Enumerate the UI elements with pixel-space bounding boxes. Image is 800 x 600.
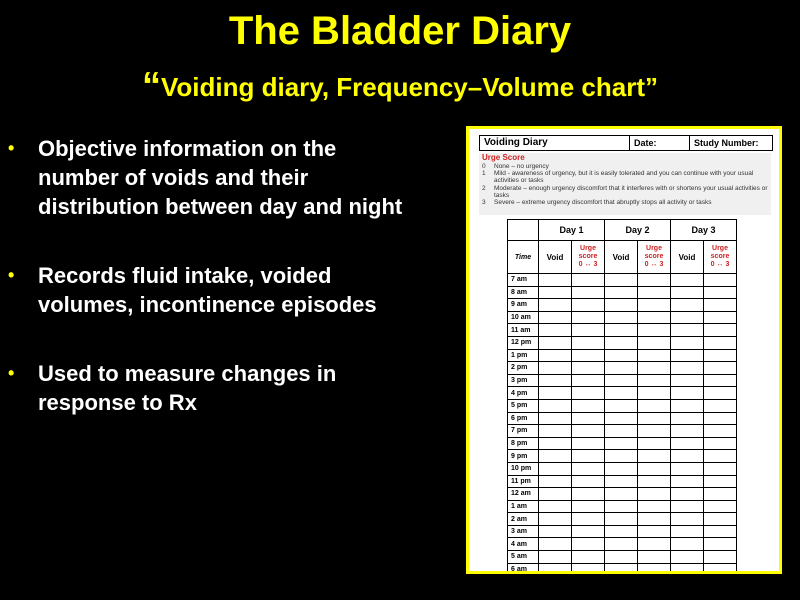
void-entry-cell	[539, 286, 572, 299]
time-column-header: Time	[508, 241, 539, 274]
urge-level-text: Mild - awareness of urgency, but it is easily tolerated and you can continue with your usual activities or tasks	[494, 170, 754, 185]
day-header: Day 3	[671, 220, 737, 241]
void-entry-cell	[539, 274, 572, 287]
urge-entry-cell	[572, 311, 605, 324]
bullet-text: Used to measure changes in response to Rx	[38, 361, 337, 415]
time-cell: 3 pm	[508, 374, 539, 387]
voiding-diary-image	[466, 126, 782, 574]
void-entry-cell	[605, 563, 638, 574]
urge-entry-cell	[638, 299, 671, 312]
urge-entry-cell	[638, 412, 671, 425]
urge-entry-cell	[572, 462, 605, 475]
time-cell: 1 am	[508, 500, 539, 513]
urge-entry-cell	[704, 462, 737, 475]
void-entry-cell	[539, 324, 572, 337]
void-entry-cell	[671, 299, 704, 312]
void-entry-cell	[605, 437, 638, 450]
subtitle-close-quote: ”	[645, 72, 658, 102]
urge-entry-cell	[572, 488, 605, 501]
urge-entry-cell	[572, 513, 605, 526]
void-entry-cell	[539, 387, 572, 400]
table-row	[508, 299, 737, 312]
urge-entry-cell	[572, 475, 605, 488]
urge-entry-cell	[638, 274, 671, 287]
bullet-icon: •	[8, 363, 15, 383]
time-cell: 5 am	[508, 551, 539, 564]
void-entry-cell	[539, 374, 572, 387]
void-entry-cell	[605, 274, 638, 287]
urge-entry-cell	[572, 525, 605, 538]
bullet-item	[8, 261, 418, 319]
void-entry-cell	[671, 387, 704, 400]
urge-entry-cell	[638, 387, 671, 400]
time-cell: 4 pm	[508, 387, 539, 400]
urge-entry-cell	[638, 286, 671, 299]
urge-entry-cell	[704, 500, 737, 513]
time-cell: 10 pm	[508, 462, 539, 475]
urge-level-text: Moderate – enough urgency discomfort that it interferes with or shortens your usual activities or tasks	[494, 184, 768, 199]
void-entry-cell	[539, 412, 572, 425]
urge-header-line: score	[578, 253, 598, 260]
void-entry-cell	[605, 488, 638, 501]
time-cell: 11 pm	[508, 475, 539, 488]
diary-grid	[507, 219, 737, 574]
void-entry-cell	[671, 324, 704, 337]
time-cell: 7 pm	[508, 425, 539, 438]
void-entry-cell	[539, 500, 572, 513]
urge-entry-cell	[638, 551, 671, 564]
time-cell: 5 pm	[508, 399, 539, 412]
slide-subtitle	[0, 64, 800, 109]
time-cell: 8 pm	[508, 437, 539, 450]
void-entry-cell	[671, 563, 704, 574]
void-column-header: Void	[539, 241, 572, 274]
urge-entry-cell	[572, 274, 605, 287]
table-row	[508, 513, 737, 526]
urge-level-text: Severe – extreme urgency discomfort that abruptly stops all activity or tasks	[494, 199, 712, 207]
urge-entry-cell	[638, 475, 671, 488]
table-row	[508, 475, 737, 488]
urge-entry-cell	[638, 462, 671, 475]
urge-level	[479, 163, 771, 170]
urge-entry-cell	[638, 399, 671, 412]
void-entry-cell	[671, 475, 704, 488]
urge-entry-cell	[704, 336, 737, 349]
table-row	[508, 551, 737, 564]
time-cell: 6 pm	[508, 412, 539, 425]
urge-entry-cell	[704, 450, 737, 463]
time-cell: 3 am	[508, 525, 539, 538]
void-entry-cell	[605, 475, 638, 488]
bullet-list	[8, 134, 418, 457]
void-entry-cell	[605, 311, 638, 324]
void-entry-cell	[671, 362, 704, 375]
urge-level	[479, 170, 771, 184]
urge-entry-cell	[572, 387, 605, 400]
urge-header-line: Urge	[712, 245, 728, 252]
void-entry-cell	[539, 425, 572, 438]
time-cell: 9 am	[508, 299, 539, 312]
urge-entry-cell	[704, 525, 737, 538]
void-entry-cell	[671, 412, 704, 425]
void-entry-cell	[539, 462, 572, 475]
void-entry-cell	[605, 299, 638, 312]
urge-entry-cell	[704, 274, 737, 287]
table-row	[508, 336, 737, 349]
void-entry-cell	[539, 525, 572, 538]
urge-level-num: 1	[482, 170, 486, 178]
void-entry-cell	[605, 450, 638, 463]
table-row	[508, 274, 737, 287]
urge-entry-cell	[704, 551, 737, 564]
urge-entry-cell	[704, 286, 737, 299]
urge-header-line: score	[710, 253, 730, 260]
void-entry-cell	[539, 437, 572, 450]
time-cell: 6 am	[508, 563, 539, 574]
urge-entry-cell	[704, 475, 737, 488]
void-column-header: Void	[671, 241, 704, 274]
void-entry-cell	[671, 525, 704, 538]
urge-entry-cell	[572, 286, 605, 299]
void-entry-cell	[539, 551, 572, 564]
urge-entry-cell	[638, 374, 671, 387]
table-row	[508, 399, 737, 412]
void-entry-cell	[671, 450, 704, 463]
void-entry-cell	[539, 563, 572, 574]
table-row	[508, 538, 737, 551]
urge-entry-cell	[572, 399, 605, 412]
time-cell: 12 pm	[508, 336, 539, 349]
urge-entry-cell	[704, 399, 737, 412]
diary-title: Voiding Diary	[480, 136, 630, 150]
void-entry-cell	[539, 488, 572, 501]
urge-entry-cell	[638, 362, 671, 375]
void-entry-cell	[605, 336, 638, 349]
void-entry-cell	[605, 374, 638, 387]
table-row	[508, 462, 737, 475]
void-entry-cell	[539, 349, 572, 362]
urge-entry-cell	[704, 387, 737, 400]
table-row	[508, 525, 737, 538]
urge-level-num: 2	[482, 184, 486, 192]
void-entry-cell	[671, 286, 704, 299]
void-entry-cell	[605, 349, 638, 362]
urge-entry-cell	[572, 551, 605, 564]
time-cell: 12 am	[508, 488, 539, 501]
table-row	[508, 425, 737, 438]
void-entry-cell	[671, 349, 704, 362]
void-entry-cell	[605, 551, 638, 564]
void-entry-cell	[671, 488, 704, 501]
void-entry-cell	[605, 362, 638, 375]
table-row	[508, 563, 737, 574]
urge-level-text: None – no urgency	[494, 163, 549, 170]
void-entry-cell	[539, 475, 572, 488]
table-row	[508, 362, 737, 375]
grid-subheader-row	[508, 241, 737, 274]
urge-entry-cell	[638, 349, 671, 362]
urge-score-legend	[479, 153, 771, 215]
void-entry-cell	[671, 425, 704, 438]
bullet-icon: •	[8, 138, 15, 158]
urge-entry-cell	[704, 488, 737, 501]
urge-header-line: 0 ↔ 3	[644, 261, 664, 268]
void-entry-cell	[671, 311, 704, 324]
urge-entry-cell	[638, 525, 671, 538]
urge-entry-cell	[704, 437, 737, 450]
bullet-text: Objective information on the number of voids and their distribution between day and night	[38, 136, 403, 219]
void-entry-cell	[671, 374, 704, 387]
table-row	[508, 488, 737, 501]
void-entry-cell	[539, 450, 572, 463]
void-entry-cell	[671, 399, 704, 412]
void-entry-cell	[605, 538, 638, 551]
urge-level-num: 3	[482, 199, 486, 207]
urge-entry-cell	[638, 324, 671, 337]
void-entry-cell	[605, 387, 638, 400]
void-entry-cell	[671, 462, 704, 475]
urge-header-line: Urge	[646, 245, 662, 252]
urge-entry-cell	[572, 324, 605, 337]
urge-entry-cell	[572, 425, 605, 438]
diary-header	[479, 135, 773, 151]
void-entry-cell	[671, 500, 704, 513]
subtitle-text: Voiding diary, Frequency–Volume chart	[161, 72, 645, 102]
urge-entry-cell	[638, 450, 671, 463]
void-entry-cell	[605, 462, 638, 475]
void-entry-cell	[605, 525, 638, 538]
void-entry-cell	[605, 425, 638, 438]
void-entry-cell	[671, 274, 704, 287]
urge-entry-cell	[704, 513, 737, 526]
void-entry-cell	[671, 538, 704, 551]
grid-corner	[508, 220, 539, 241]
urge-entry-cell	[638, 311, 671, 324]
urge-entry-cell	[572, 362, 605, 375]
urge-header-line: 0 ↔ 3	[710, 261, 730, 268]
table-row	[508, 311, 737, 324]
urge-entry-cell	[572, 538, 605, 551]
void-entry-cell	[539, 538, 572, 551]
time-cell: 1 pm	[508, 349, 539, 362]
time-cell: 11 am	[508, 324, 539, 337]
urge-entry-cell	[704, 324, 737, 337]
day-header: Day 1	[539, 220, 605, 241]
urge-entry-cell	[572, 336, 605, 349]
urge-score-title: Urge Score	[482, 153, 525, 162]
urge-entry-cell	[638, 513, 671, 526]
void-entry-cell	[671, 551, 704, 564]
bullet-item	[8, 359, 418, 417]
urge-level-num: 0	[482, 163, 486, 170]
void-entry-cell	[605, 399, 638, 412]
urge-entry-cell	[572, 563, 605, 574]
table-row	[508, 324, 737, 337]
urge-entry-cell	[638, 437, 671, 450]
urge-entry-cell	[638, 336, 671, 349]
urge-entry-cell	[572, 374, 605, 387]
bullet-text: Records fluid intake, voided volumes, incontinence episodes	[38, 263, 377, 317]
urge-column-header	[638, 241, 671, 274]
table-row	[508, 450, 737, 463]
void-entry-cell	[539, 336, 572, 349]
void-entry-cell	[671, 336, 704, 349]
urge-entry-cell	[572, 349, 605, 362]
void-entry-cell	[539, 311, 572, 324]
urge-entry-cell	[704, 299, 737, 312]
urge-entry-cell	[572, 299, 605, 312]
urge-entry-cell	[572, 500, 605, 513]
bullet-item	[8, 134, 418, 221]
time-cell: 7 am	[508, 274, 539, 287]
diary-study-label: Study Number:	[694, 138, 759, 148]
urge-entry-cell	[638, 563, 671, 574]
void-entry-cell	[605, 412, 638, 425]
void-entry-cell	[671, 437, 704, 450]
void-entry-cell	[539, 513, 572, 526]
urge-entry-cell	[704, 425, 737, 438]
urge-entry-cell	[704, 412, 737, 425]
time-cell: 2 pm	[508, 362, 539, 375]
table-row	[508, 349, 737, 362]
subtitle-open-quote: “	[142, 65, 161, 107]
table-row	[508, 286, 737, 299]
urge-entry-cell	[638, 488, 671, 501]
urge-column-header	[572, 241, 605, 274]
urge-header-line: score	[644, 253, 664, 260]
urge-entry-cell	[638, 425, 671, 438]
void-entry-cell	[605, 500, 638, 513]
void-entry-cell	[605, 513, 638, 526]
urge-column-header	[704, 241, 737, 274]
table-row	[508, 412, 737, 425]
urge-level	[479, 199, 771, 206]
void-entry-cell	[539, 362, 572, 375]
urge-entry-cell	[572, 437, 605, 450]
time-cell: 10 am	[508, 311, 539, 324]
urge-entry-cell	[704, 362, 737, 375]
void-entry-cell	[605, 286, 638, 299]
urge-entry-cell	[704, 349, 737, 362]
day-header: Day 2	[605, 220, 671, 241]
urge-entry-cell	[704, 563, 737, 574]
table-row	[508, 500, 737, 513]
diary-date-label: Date:	[630, 136, 690, 150]
urge-entry-cell	[704, 538, 737, 551]
urge-entry-cell	[638, 500, 671, 513]
time-cell: 9 pm	[508, 450, 539, 463]
void-entry-cell	[539, 299, 572, 312]
urge-entry-cell	[572, 412, 605, 425]
table-row	[508, 387, 737, 400]
time-cell: 2 am	[508, 513, 539, 526]
urge-header-line: Urge	[580, 245, 596, 252]
table-row	[508, 374, 737, 387]
void-column-header: Void	[605, 241, 638, 274]
slide-title: The Bladder Diary	[228, 9, 572, 53]
urge-header-line: 0 ↔ 3	[578, 261, 598, 268]
table-row	[508, 437, 737, 450]
bullet-icon: •	[8, 265, 15, 285]
time-cell: 8 am	[508, 286, 539, 299]
void-entry-cell	[605, 324, 638, 337]
urge-entry-cell	[704, 311, 737, 324]
urge-entry-cell	[638, 538, 671, 551]
time-cell: 4 am	[508, 538, 539, 551]
urge-entry-cell	[704, 374, 737, 387]
void-entry-cell	[671, 513, 704, 526]
void-entry-cell	[539, 399, 572, 412]
urge-entry-cell	[572, 450, 605, 463]
urge-level	[479, 185, 771, 199]
grid-day-header-row	[508, 220, 737, 241]
